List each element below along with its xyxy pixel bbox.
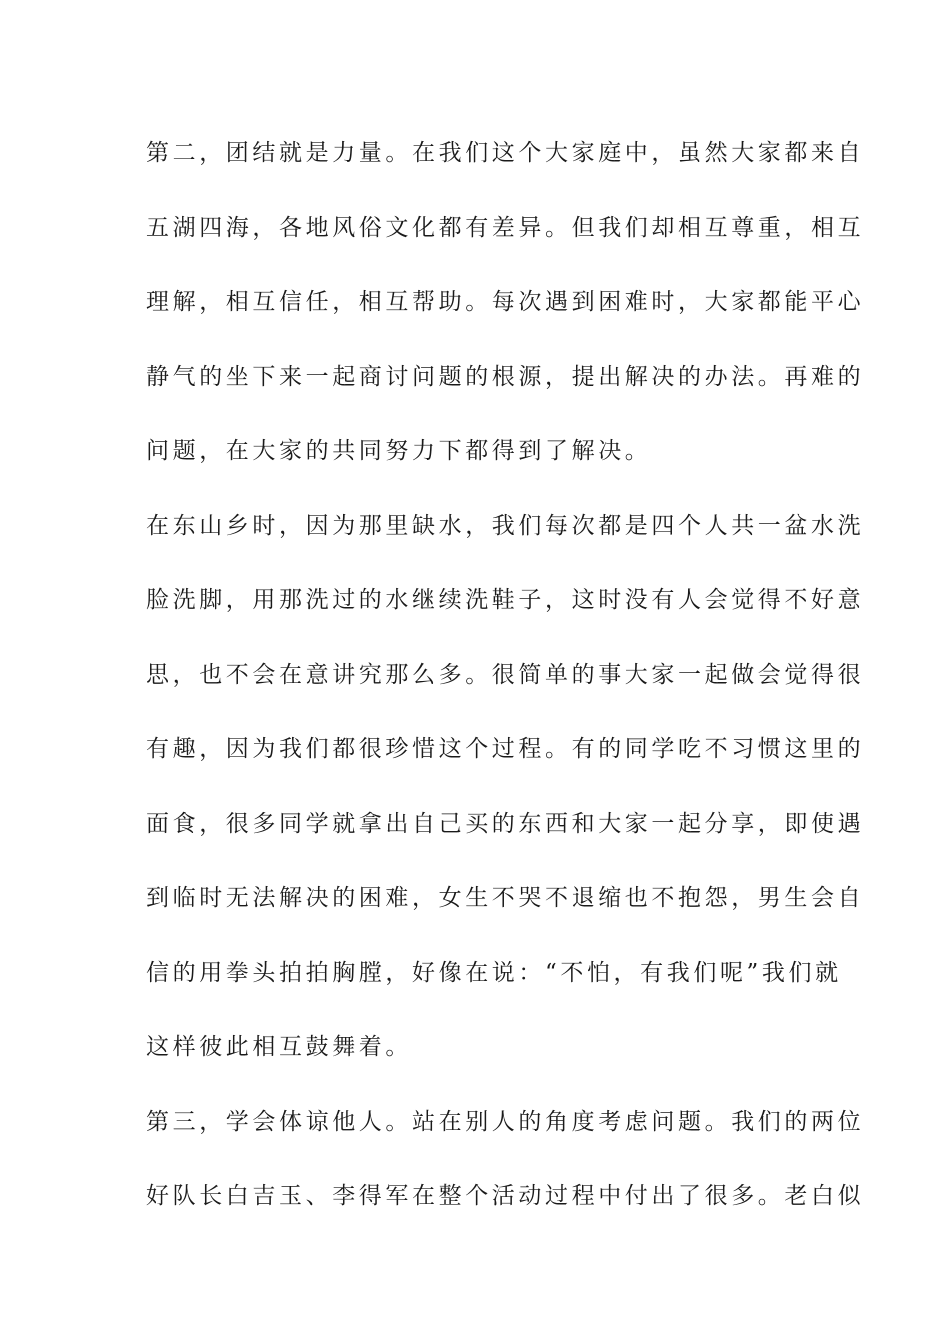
text-line: 问题，在大家的共同努力下都得到了解决。 bbox=[146, 438, 652, 464]
text-line: 五湖四海，各地风俗文化都有差异。但我们却相互尊重，相互 bbox=[146, 214, 865, 241]
document-body bbox=[146, 125, 865, 1243]
text-line: 好队长白吉玉、李得军在整个活动过程中付出了很多。老白似 bbox=[146, 1183, 865, 1209]
text-line: 静气的坐下来一起商讨问题的根源，提出解决的办法。再难的 bbox=[146, 363, 865, 390]
text-line: 理解，相互信任，相互帮助。每次遇到困难时，大家都能平心 bbox=[146, 289, 865, 315]
text-line: 有趣，因为我们都很珍惜这个过程。有的同学吃不习惯这里的 bbox=[146, 736, 865, 762]
text-line: 思，也不会在意讲究那么多。很简单的事大家一起做会觉得很 bbox=[146, 661, 865, 688]
text-line: 到临时无法解决的困难，女生不哭不退缩也不抱怨，男生会自 bbox=[146, 885, 865, 911]
text-line: 第二，团结就是力量。在我们这个大家庭中，虽然大家都来自 bbox=[146, 140, 865, 166]
text-line: 在东山乡时，因为那里缺水，我们每次都是四个人共一盆水洗 bbox=[146, 512, 865, 539]
text-line: 这样彼此相互鼓舞着。 bbox=[146, 1034, 412, 1060]
text-line: 面食，很多同学就拿出自己买的东西和大家一起分享，即使遇 bbox=[146, 810, 865, 837]
text-line: 信的用拳头拍拍胸膛，好像在说：“不怕，有我们呢”我们就 bbox=[146, 959, 842, 986]
text-line: 脸洗脚，用那洗过的水继续洗鞋子，这时没有人会觉得不好意 bbox=[146, 587, 865, 613]
text-line: 第三，学会体谅他人。站在别人的角度考虑问题。我们的两位 bbox=[146, 1108, 865, 1135]
